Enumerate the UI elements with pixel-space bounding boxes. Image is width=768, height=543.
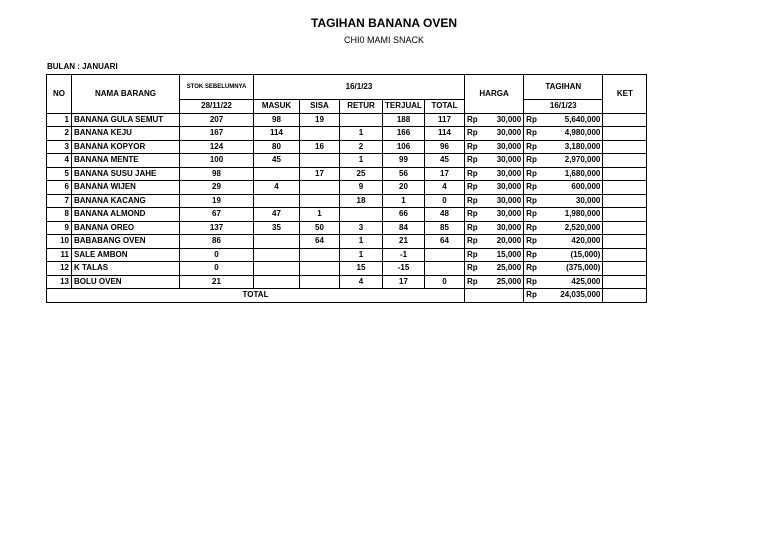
row-price: 25,000 bbox=[480, 262, 524, 276]
row-in bbox=[254, 194, 300, 208]
row-no: 9 bbox=[47, 221, 72, 235]
row-price: 30,000 bbox=[480, 221, 524, 235]
row-no: 11 bbox=[47, 248, 72, 262]
row-previous-stock: 86 bbox=[180, 235, 254, 249]
row-previous-stock: 67 bbox=[180, 208, 254, 222]
footer-currency: Rp bbox=[524, 289, 539, 303]
row-item-name: K TALAS bbox=[72, 262, 180, 276]
table-row bbox=[47, 275, 647, 289]
row-notes bbox=[603, 167, 647, 181]
table-row bbox=[47, 140, 647, 154]
row-notes bbox=[603, 221, 647, 235]
row-in: 80 bbox=[254, 140, 300, 154]
row-remaining bbox=[300, 248, 340, 262]
row-price: 30,000 bbox=[480, 208, 524, 222]
row-item-name: BABABANG OVEN bbox=[72, 235, 180, 249]
row-no: 12 bbox=[47, 262, 72, 276]
row-invoice-amount: 2,970,000 bbox=[539, 154, 603, 168]
header-no: NO bbox=[47, 75, 72, 114]
footer-total-amount: 24,035,000 bbox=[539, 289, 603, 303]
row-notes bbox=[603, 113, 647, 127]
row-sold: 17 bbox=[383, 275, 425, 289]
row-sold: 56 bbox=[383, 167, 425, 181]
row-notes bbox=[603, 275, 647, 289]
row-previous-stock: 98 bbox=[180, 167, 254, 181]
row-price-currency: Rp bbox=[465, 235, 480, 249]
table-row bbox=[47, 127, 647, 141]
row-sold: 166 bbox=[383, 127, 425, 141]
row-sold: -15 bbox=[383, 262, 425, 276]
row-item-name: BOLU OVEN bbox=[72, 275, 180, 289]
row-price-currency: Rp bbox=[465, 194, 480, 208]
row-no: 13 bbox=[47, 275, 72, 289]
row-previous-stock: 100 bbox=[180, 154, 254, 168]
row-no: 3 bbox=[47, 140, 72, 154]
row-in: 45 bbox=[254, 154, 300, 168]
row-invoice-amount: 1,980,000 bbox=[539, 208, 603, 222]
row-notes bbox=[603, 181, 647, 195]
row-previous-stock: 29 bbox=[180, 181, 254, 195]
row-previous-stock: 207 bbox=[180, 113, 254, 127]
row-price: 30,000 bbox=[480, 181, 524, 195]
row-price: 30,000 bbox=[480, 113, 524, 127]
header-sold: TERJUAL bbox=[383, 100, 425, 114]
invoice-table bbox=[46, 74, 647, 303]
row-total bbox=[425, 248, 465, 262]
row-invoice-currency: Rp bbox=[524, 208, 539, 222]
table-body bbox=[47, 113, 647, 289]
row-item-name: BANANA KOPYOR bbox=[72, 140, 180, 154]
row-previous-stock: 0 bbox=[180, 248, 254, 262]
row-price-currency: Rp bbox=[465, 262, 480, 276]
row-item-name: BANANA MENTE bbox=[72, 154, 180, 168]
row-invoice-currency: Rp bbox=[524, 248, 539, 262]
row-in bbox=[254, 262, 300, 276]
row-sold: 84 bbox=[383, 221, 425, 235]
row-total: 114 bbox=[425, 127, 465, 141]
row-return: 1 bbox=[340, 154, 383, 168]
header-item-name: NAMA BARANG bbox=[72, 75, 180, 114]
row-return: 18 bbox=[340, 194, 383, 208]
row-invoice-amount: 4,980,000 bbox=[539, 127, 603, 141]
row-remaining: 17 bbox=[300, 167, 340, 181]
row-price: 15,000 bbox=[480, 248, 524, 262]
row-remaining bbox=[300, 275, 340, 289]
row-item-name: BANANA WIJEN bbox=[72, 181, 180, 195]
row-return: 15 bbox=[340, 262, 383, 276]
table-row bbox=[47, 262, 647, 276]
row-total: 17 bbox=[425, 167, 465, 181]
header-return: RETUR bbox=[340, 100, 383, 114]
row-price: 30,000 bbox=[480, 154, 524, 168]
row-in bbox=[254, 275, 300, 289]
row-total: 45 bbox=[425, 154, 465, 168]
table-row bbox=[47, 167, 647, 181]
row-invoice-currency: Rp bbox=[524, 167, 539, 181]
row-invoice-currency: Rp bbox=[524, 221, 539, 235]
row-item-name: BANANA GULA SEMUT bbox=[72, 113, 180, 127]
table-row bbox=[47, 194, 647, 208]
row-in: 4 bbox=[254, 181, 300, 195]
header-invoice-date: 16/1/23 bbox=[524, 100, 603, 114]
row-return: 2 bbox=[340, 140, 383, 154]
row-return: 1 bbox=[340, 248, 383, 262]
row-item-name: BANANA OREO bbox=[72, 221, 180, 235]
month-label: BULAN : JANUARI bbox=[47, 62, 118, 71]
row-invoice-amount: 2,520,000 bbox=[539, 221, 603, 235]
row-previous-stock: 0 bbox=[180, 262, 254, 276]
table-row bbox=[47, 235, 647, 249]
row-remaining bbox=[300, 181, 340, 195]
row-item-name: BANANA KEJU bbox=[72, 127, 180, 141]
footer-notes-cell bbox=[603, 289, 647, 303]
row-invoice-currency: Rp bbox=[524, 181, 539, 195]
row-in bbox=[254, 167, 300, 181]
row-sold: -1 bbox=[383, 248, 425, 262]
row-notes bbox=[603, 208, 647, 222]
row-return: 9 bbox=[340, 181, 383, 195]
header-in: MASUK bbox=[254, 100, 300, 114]
row-total: 0 bbox=[425, 194, 465, 208]
row-remaining: 16 bbox=[300, 140, 340, 154]
row-previous-stock: 21 bbox=[180, 275, 254, 289]
row-invoice-currency: Rp bbox=[524, 113, 539, 127]
header-invoice: TAGIHAN bbox=[524, 75, 603, 100]
row-invoice-currency: Rp bbox=[524, 140, 539, 154]
row-invoice-amount: 30,000 bbox=[539, 194, 603, 208]
row-total: 117 bbox=[425, 113, 465, 127]
row-invoice-amount: 600,000 bbox=[539, 181, 603, 195]
row-invoice-currency: Rp bbox=[524, 262, 539, 276]
row-price-currency: Rp bbox=[465, 140, 480, 154]
row-price-currency: Rp bbox=[465, 248, 480, 262]
row-item-name: BANANA ALMOND bbox=[72, 208, 180, 222]
row-price-currency: Rp bbox=[465, 127, 480, 141]
row-remaining: 19 bbox=[300, 113, 340, 127]
row-sold: 20 bbox=[383, 181, 425, 195]
header-date-group: 16/1/23 bbox=[254, 75, 465, 100]
row-invoice-amount: 425,000 bbox=[539, 275, 603, 289]
row-sold: 66 bbox=[383, 208, 425, 222]
row-price: 25,000 bbox=[480, 275, 524, 289]
row-invoice-amount: 5,640,000 bbox=[539, 113, 603, 127]
row-total: 64 bbox=[425, 235, 465, 249]
row-previous-stock: 124 bbox=[180, 140, 254, 154]
table-row bbox=[47, 208, 647, 222]
row-return: 25 bbox=[340, 167, 383, 181]
row-price-currency: Rp bbox=[465, 275, 480, 289]
row-price: 30,000 bbox=[480, 167, 524, 181]
header-remaining: SISA bbox=[300, 100, 340, 114]
row-return: 1 bbox=[340, 235, 383, 249]
footer-empty-cell bbox=[465, 289, 524, 303]
row-remaining bbox=[300, 127, 340, 141]
row-notes bbox=[603, 235, 647, 249]
row-price-currency: Rp bbox=[465, 208, 480, 222]
row-item-name: BANANA KACANG bbox=[72, 194, 180, 208]
row-notes bbox=[603, 154, 647, 168]
table-row bbox=[47, 221, 647, 235]
row-no: 6 bbox=[47, 181, 72, 195]
header-notes: KET bbox=[603, 75, 647, 114]
row-in bbox=[254, 248, 300, 262]
row-invoice-amount: (375,000) bbox=[539, 262, 603, 276]
row-price: 20,000 bbox=[480, 235, 524, 249]
row-remaining: 64 bbox=[300, 235, 340, 249]
row-total: 48 bbox=[425, 208, 465, 222]
row-price: 30,000 bbox=[480, 140, 524, 154]
row-total bbox=[425, 262, 465, 276]
row-sold: 188 bbox=[383, 113, 425, 127]
row-return bbox=[340, 208, 383, 222]
row-invoice-amount: (15,000) bbox=[539, 248, 603, 262]
row-invoice-amount: 420,000 bbox=[539, 235, 603, 249]
row-no: 4 bbox=[47, 154, 72, 168]
row-in bbox=[254, 235, 300, 249]
row-price: 30,000 bbox=[480, 194, 524, 208]
footer-total-label: TOTAL bbox=[47, 289, 465, 303]
row-previous-stock: 19 bbox=[180, 194, 254, 208]
row-return: 3 bbox=[340, 221, 383, 235]
row-no: 5 bbox=[47, 167, 72, 181]
table-row bbox=[47, 248, 647, 262]
row-notes bbox=[603, 248, 647, 262]
row-in: 114 bbox=[254, 127, 300, 141]
row-sold: 99 bbox=[383, 154, 425, 168]
row-invoice-amount: 1,680,000 bbox=[539, 167, 603, 181]
row-invoice-amount: 3,180,000 bbox=[539, 140, 603, 154]
row-no: 7 bbox=[47, 194, 72, 208]
row-price-currency: Rp bbox=[465, 113, 480, 127]
row-return: 4 bbox=[340, 275, 383, 289]
row-remaining bbox=[300, 194, 340, 208]
row-item-name: SALE AMBON bbox=[72, 248, 180, 262]
row-total: 96 bbox=[425, 140, 465, 154]
row-price-currency: Rp bbox=[465, 154, 480, 168]
row-total: 4 bbox=[425, 181, 465, 195]
header-previous-stock: STOK SEBELUMNYA bbox=[180, 75, 254, 100]
row-notes bbox=[603, 194, 647, 208]
row-previous-stock: 137 bbox=[180, 221, 254, 235]
row-notes bbox=[603, 140, 647, 154]
row-price-currency: Rp bbox=[465, 221, 480, 235]
table-row bbox=[47, 181, 647, 195]
row-previous-stock: 167 bbox=[180, 127, 254, 141]
row-sold: 1 bbox=[383, 194, 425, 208]
table-row bbox=[47, 154, 647, 168]
row-sold: 21 bbox=[383, 235, 425, 249]
row-remaining bbox=[300, 154, 340, 168]
row-no: 10 bbox=[47, 235, 72, 249]
document-subtitle: CHI0 MAMI SNACK bbox=[343, 35, 424, 45]
row-price-currency: Rp bbox=[465, 181, 480, 195]
row-remaining bbox=[300, 262, 340, 276]
row-invoice-currency: Rp bbox=[524, 235, 539, 249]
header-stock-date: 28/11/22 bbox=[180, 100, 254, 114]
row-in: 98 bbox=[254, 113, 300, 127]
row-return: 1 bbox=[340, 127, 383, 141]
row-invoice-currency: Rp bbox=[524, 127, 539, 141]
row-no: 1 bbox=[47, 113, 72, 127]
row-invoice-currency: Rp bbox=[524, 154, 539, 168]
row-notes bbox=[603, 127, 647, 141]
row-return bbox=[340, 113, 383, 127]
row-notes bbox=[603, 262, 647, 276]
header-total: TOTAL bbox=[425, 100, 465, 114]
row-in: 35 bbox=[254, 221, 300, 235]
row-no: 8 bbox=[47, 208, 72, 222]
row-invoice-currency: Rp bbox=[524, 194, 539, 208]
row-remaining: 1 bbox=[300, 208, 340, 222]
row-total: 85 bbox=[425, 221, 465, 235]
row-sold: 106 bbox=[383, 140, 425, 154]
row-in: 47 bbox=[254, 208, 300, 222]
document-title: TAGIHAN BANANA OVEN bbox=[311, 16, 457, 30]
row-invoice-currency: Rp bbox=[524, 275, 539, 289]
table-row bbox=[47, 113, 647, 127]
row-total: 0 bbox=[425, 275, 465, 289]
row-price: 30,000 bbox=[480, 127, 524, 141]
header-price: HARGA bbox=[465, 75, 524, 114]
row-remaining: 50 bbox=[300, 221, 340, 235]
row-no: 2 bbox=[47, 127, 72, 141]
row-item-name: BANANA SUSU JAHE bbox=[72, 167, 180, 181]
row-price-currency: Rp bbox=[465, 167, 480, 181]
